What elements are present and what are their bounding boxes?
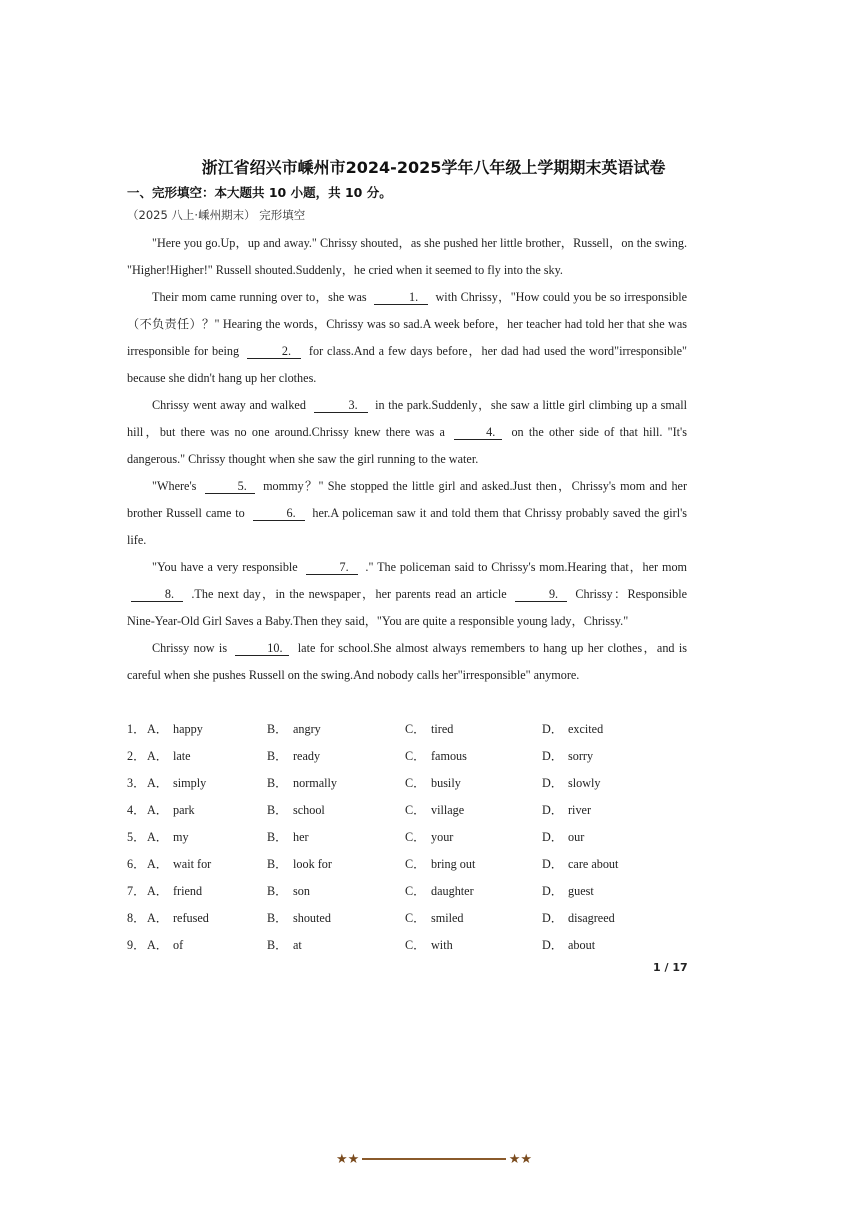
- option-text: bring out: [431, 857, 476, 871]
- answer-options: [127, 716, 687, 959]
- answer-option[interactable]: [542, 828, 584, 845]
- option-letter: D．: [542, 803, 563, 817]
- question-row: [127, 743, 687, 770]
- text-segment: late for school.She almost always remembers to hang up her clothes，and is careful when she pushes Russell on the swing.And nobody calls her"irresponsible" anymore.: [127, 641, 688, 682]
- blank-5: 5.: [205, 479, 255, 494]
- paragraph-2: [127, 284, 687, 392]
- star-icon: ★★: [336, 1151, 360, 1166]
- option-letter: B．: [267, 776, 288, 790]
- page-number: 1 / 17: [653, 961, 688, 974]
- option-text: late: [173, 749, 191, 763]
- option-letter: D．: [542, 830, 563, 844]
- answer-option[interactable]: [405, 801, 464, 818]
- question-row: [127, 905, 687, 932]
- answer-option[interactable]: [542, 774, 601, 791]
- option-text: village: [431, 803, 465, 817]
- option-text: refused: [173, 911, 209, 925]
- text-segment: her.A policeman saw it and told them that Chrissy probably saved the girl's life.: [127, 506, 688, 547]
- option-text: at: [293, 938, 302, 952]
- option-text: disagreed: [568, 911, 615, 925]
- option-letter: A．: [147, 776, 168, 790]
- option-letter: B．: [267, 938, 288, 952]
- blank-8: 8.: [131, 587, 183, 602]
- answer-option[interactable]: [542, 720, 603, 737]
- answer-option[interactable]: [267, 720, 321, 737]
- option-text: river: [568, 803, 592, 817]
- blank-2: 2.: [247, 344, 301, 359]
- option-letter: B．: [267, 911, 288, 925]
- option-text: tired: [431, 722, 454, 736]
- footer-decoration: [336, 1149, 532, 1169]
- blank-7: 7.: [306, 560, 358, 575]
- answer-option[interactable]: [405, 855, 475, 872]
- option-letter: C．: [405, 857, 426, 871]
- option-text: shouted: [293, 911, 331, 925]
- question-row: [127, 851, 687, 878]
- answer-option[interactable]: [405, 720, 453, 737]
- text-segment: with Chrissy，"How could you be so irresponsible （不负责任）？" Hearing the words，Chrissy was so sad.A week before，her teacher had told her that she was irresponsible for being: [127, 290, 688, 358]
- blank-9: 9.: [515, 587, 567, 602]
- answer-option[interactable]: [147, 936, 183, 953]
- option-text: my: [173, 830, 189, 844]
- answer-option[interactable]: [542, 747, 593, 764]
- text-segment: "Where's: [152, 479, 197, 493]
- question-row: [127, 878, 687, 905]
- answer-option[interactable]: [405, 747, 467, 764]
- option-text: simply: [173, 776, 207, 790]
- question-number: 8．: [127, 911, 146, 925]
- question-number: 1．: [127, 722, 146, 736]
- option-text: her: [293, 830, 309, 844]
- option-text: look for: [293, 857, 332, 871]
- question-number: 4．: [127, 803, 146, 817]
- answer-option[interactable]: [267, 801, 325, 818]
- question-number: 2．: [127, 749, 146, 763]
- blank-4: 4.: [454, 425, 502, 440]
- option-text: smiled: [431, 911, 464, 925]
- blank-3: 3.: [314, 398, 368, 413]
- option-letter: D．: [542, 749, 563, 763]
- question-number: 6．: [127, 857, 146, 871]
- option-letter: C．: [405, 830, 426, 844]
- question-row: [127, 716, 687, 743]
- option-text: park: [173, 803, 195, 817]
- text-segment: "You have a very responsible: [152, 560, 298, 574]
- answer-option[interactable]: [147, 828, 189, 845]
- answer-option[interactable]: [147, 747, 191, 764]
- question-row: [127, 824, 687, 851]
- option-letter: B．: [267, 803, 288, 817]
- text-segment: on the other side of that hill. "It's dangerous." Chrissy thought when she saw the girl running to the water.: [127, 425, 687, 466]
- question-source: （2025 八上·嵊州期末） 完形填空: [127, 208, 306, 222]
- option-letter: A．: [147, 857, 168, 871]
- section-heading: 一、完形填空：本大题共 10 小题，共 10 分。: [127, 185, 392, 200]
- footer-rule: [362, 1158, 506, 1160]
- option-letter: C．: [405, 884, 426, 898]
- option-text: about: [568, 938, 596, 952]
- option-text: son: [293, 884, 310, 898]
- answer-option[interactable]: [147, 774, 206, 791]
- text-segment: for class.And a few days before，her dad had used the word"irresponsible" because she didn't hang up her clothes.: [127, 344, 688, 385]
- text-segment: .The next day，in the newspaper，her parents read an article: [191, 587, 507, 601]
- option-letter: C．: [405, 911, 426, 925]
- paragraph-4: [127, 473, 687, 554]
- option-letter: A．: [147, 911, 168, 925]
- option-letter: D．: [542, 884, 563, 898]
- option-letter: D．: [542, 857, 563, 871]
- option-letter: D．: [542, 911, 563, 925]
- question-row: [127, 797, 687, 824]
- answer-option[interactable]: [405, 882, 474, 899]
- answer-option[interactable]: [405, 909, 464, 926]
- option-letter: B．: [267, 857, 288, 871]
- option-text: famous: [431, 749, 467, 763]
- option-letter: A．: [147, 884, 168, 898]
- question-number: 3．: [127, 776, 146, 790]
- option-text: daughter: [431, 884, 474, 898]
- answer-option[interactable]: [267, 909, 331, 926]
- option-text: sorry: [568, 749, 594, 763]
- text-segment: Chrissy went away and walked: [152, 398, 306, 412]
- blank-10: 10.: [235, 641, 289, 656]
- option-text: of: [173, 938, 184, 952]
- option-letter: B．: [267, 884, 288, 898]
- paragraph-1: "Here you go.Up，up and away." Chrissy shouted，as she pushed her little brother，Russell，on the swing. "Higher!Higher!" Russell shouted.Suddenly，he cried when it seemed to fly into the sky.: [127, 236, 687, 277]
- question-number: 7．: [127, 884, 146, 898]
- answer-option[interactable]: [147, 882, 202, 899]
- answer-option[interactable]: [267, 828, 309, 845]
- text-segment: Chrissy now is: [152, 641, 228, 655]
- option-text: excited: [568, 722, 604, 736]
- answer-option[interactable]: [147, 909, 209, 926]
- answer-option[interactable]: [542, 882, 594, 899]
- option-letter: C．: [405, 938, 426, 952]
- answer-option[interactable]: [147, 855, 211, 872]
- paragraph-3: [127, 392, 687, 473]
- option-letter: D．: [542, 776, 563, 790]
- star-icon: ★★: [508, 1151, 532, 1166]
- answer-option[interactable]: [542, 855, 618, 872]
- text-segment: in the park.Suddenly，she saw a little girl climbing up a small hill，but there was no one around.Chrissy knew there was a: [127, 398, 687, 439]
- answer-option[interactable]: [147, 801, 195, 818]
- option-text: care about: [568, 857, 619, 871]
- option-text: our: [568, 830, 585, 844]
- option-letter: D．: [542, 722, 563, 736]
- paragraph-5: [127, 554, 687, 635]
- option-letter: A．: [147, 722, 168, 736]
- question-number: 9．: [127, 938, 146, 952]
- answer-option[interactable]: [267, 936, 302, 953]
- question-row: [127, 932, 687, 959]
- option-text: angry: [293, 722, 321, 736]
- option-letter: A．: [147, 803, 168, 817]
- option-text: school: [293, 803, 325, 817]
- question-number: 5．: [127, 830, 146, 844]
- answer-option[interactable]: [147, 720, 203, 737]
- option-text: normally: [293, 776, 338, 790]
- answer-option[interactable]: [267, 747, 320, 764]
- answer-option[interactable]: [405, 828, 453, 845]
- option-text: slowly: [568, 776, 601, 790]
- option-letter: B．: [267, 830, 288, 844]
- text-segment: mommy？" She stopped the little girl and asked.Just then，Chrissy's mom and her brother Russell came to: [127, 479, 688, 520]
- option-text: guest: [568, 884, 594, 898]
- page-title: 浙江省绍兴市嵊州市2024-2025学年八年级上学期期末英语试卷: [201, 158, 666, 177]
- option-text: your: [431, 830, 454, 844]
- option-letter: A．: [147, 830, 168, 844]
- option-text: friend: [173, 884, 203, 898]
- answer-option[interactable]: [405, 936, 453, 953]
- option-letter: B．: [267, 749, 288, 763]
- option-text: ready: [293, 749, 321, 763]
- text-segment: Chrissy：Responsible Nine-Year-Old Girl Saves a Baby.Then they said，"You are quite a responsible young lady，Chrissy.": [127, 587, 688, 628]
- answer-option[interactable]: [542, 936, 595, 953]
- text-segment: ." The policeman said to Chrissy's mom.Hearing that，her mom: [365, 560, 688, 574]
- answer-option[interactable]: [267, 855, 332, 872]
- answer-option[interactable]: [405, 774, 461, 791]
- option-letter: B．: [267, 722, 288, 736]
- cloze-passage: [127, 230, 687, 689]
- question-row: [127, 770, 687, 797]
- answer-option[interactable]: [542, 801, 591, 818]
- option-text: wait for: [173, 857, 212, 871]
- option-letter: D．: [542, 938, 563, 952]
- blank-6: 6.: [253, 506, 305, 521]
- paragraph-6: [127, 635, 687, 689]
- answer-option[interactable]: [542, 909, 615, 926]
- answer-option[interactable]: [267, 882, 310, 899]
- option-text: busily: [431, 776, 461, 790]
- option-letter: C．: [405, 776, 426, 790]
- option-text: with: [431, 938, 453, 952]
- text-segment: Their mom came running over to，she was: [152, 290, 367, 304]
- option-letter: C．: [405, 803, 426, 817]
- option-letter: C．: [405, 749, 426, 763]
- option-letter: A．: [147, 938, 168, 952]
- option-letter: A．: [147, 749, 168, 763]
- answer-option[interactable]: [267, 774, 337, 791]
- option-letter: C．: [405, 722, 426, 736]
- option-text: happy: [173, 722, 203, 736]
- blank-1: 1.: [374, 290, 428, 305]
